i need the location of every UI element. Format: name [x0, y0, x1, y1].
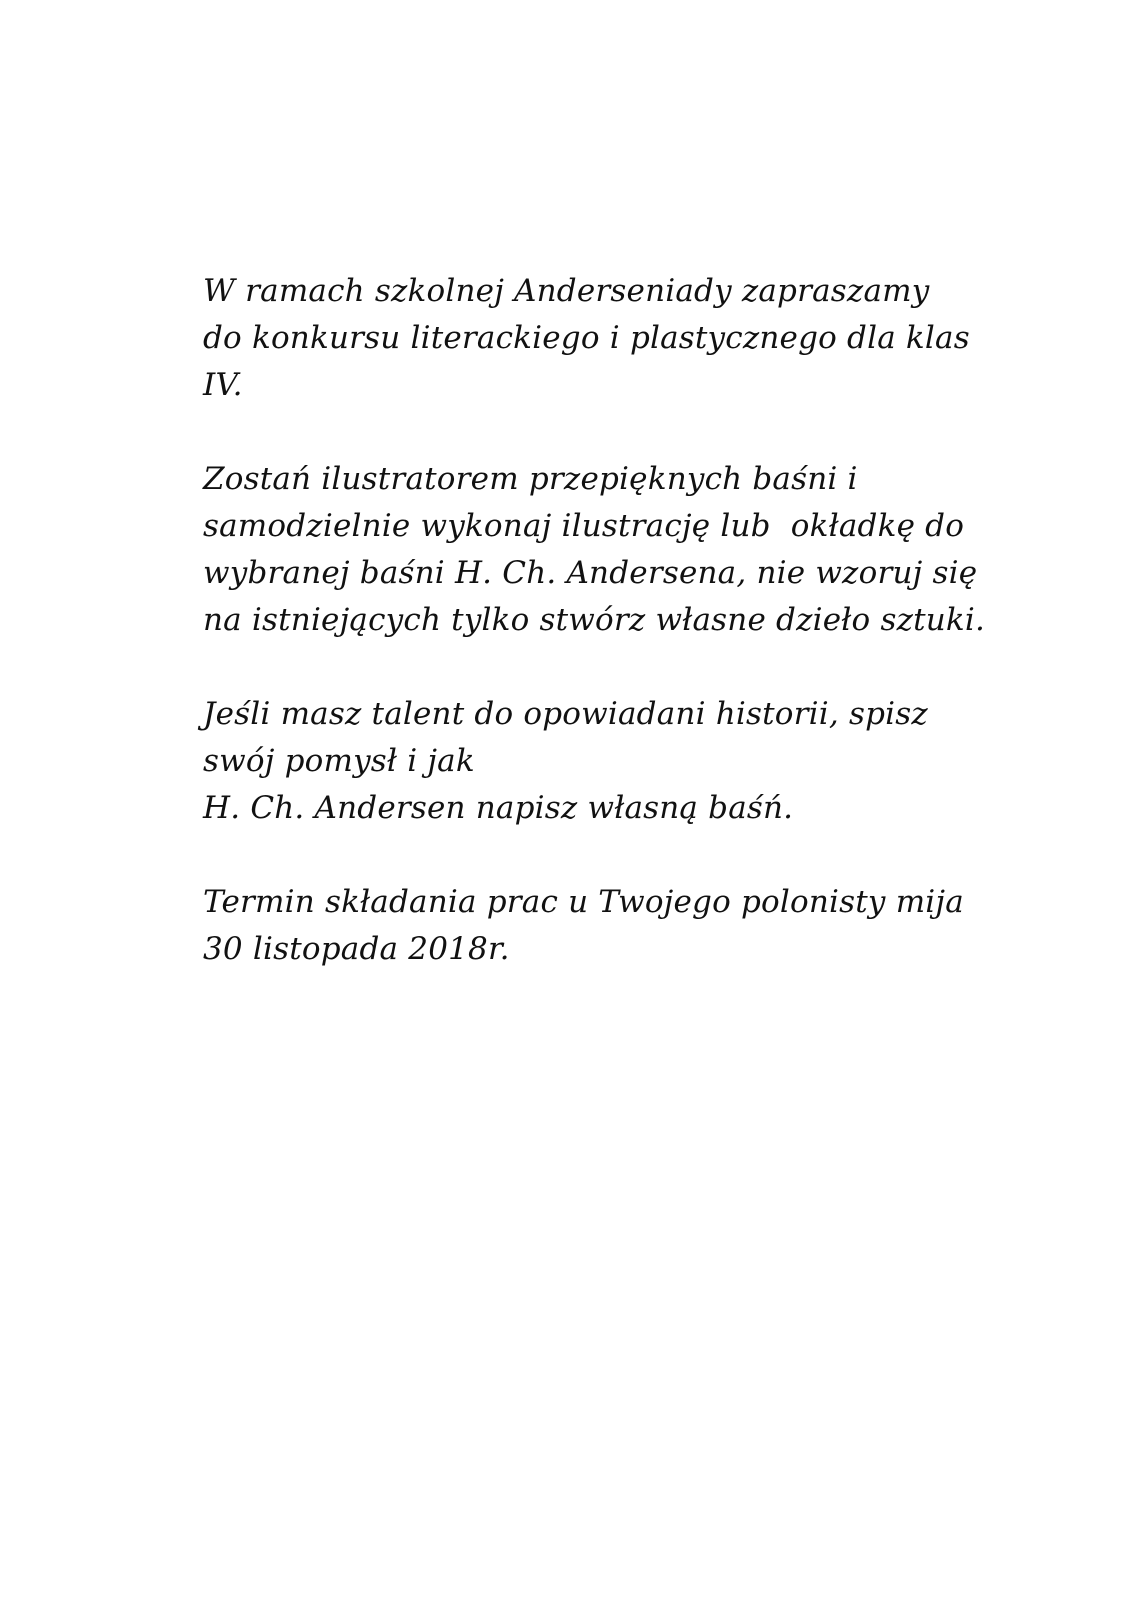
text-line: na istniejących tylko stwórz własne dzieło sztuki.	[203, 602, 986, 638]
text-line: do konkursu literackiego i plastycznego dla klas	[203, 320, 970, 356]
text-line: swój pomysł i jak	[203, 743, 475, 779]
paragraph-intro	[203, 268, 1003, 409]
invitation-text	[203, 268, 1003, 973]
text-line: Termin składania prac u Twojego polonisty mija	[203, 884, 964, 920]
paragraph-gap	[203, 409, 1003, 456]
paragraph-gap	[203, 832, 1003, 879]
text-line: Zostań ilustratorem przepięknych baśni i	[203, 461, 858, 497]
text-line: H. Ch. Andersen napisz własną baśń.	[203, 790, 794, 826]
paragraph-illustration	[203, 456, 1003, 644]
text-line: samodzielnie wykonaj ilustrację lub okładkę do	[203, 508, 965, 544]
text-line: IV.	[203, 367, 243, 403]
paragraph-writing	[203, 691, 1003, 832]
paragraph-deadline	[203, 879, 1003, 973]
paragraph-gap	[203, 644, 1003, 691]
text-line: W ramach szkolnej Anderseniady zapraszamy	[203, 273, 930, 309]
text-line: 30 listopada 2018r.	[203, 931, 510, 967]
text-line: Jeśli masz talent do opowiadani historii, spisz	[203, 696, 928, 732]
text-line: wybranej baśni H. Ch. Andersena, nie wzoruj się	[203, 555, 978, 591]
